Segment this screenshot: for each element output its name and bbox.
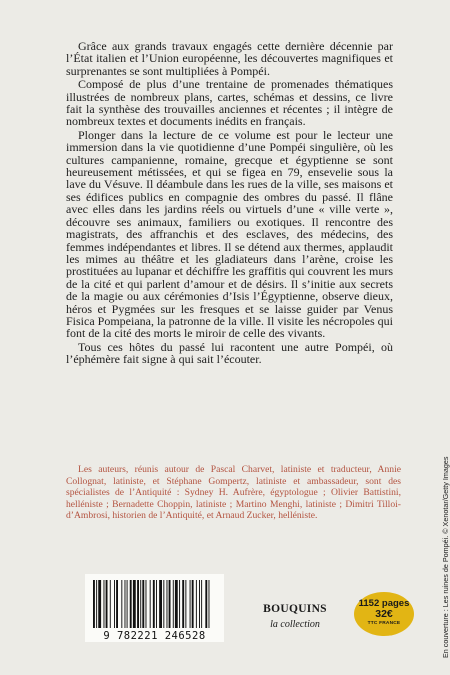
- blurb-paragraph-2: Composé de plus d’une trentaine de promenades thématiques illustrées de nombreux plans, cartes, schémas et dessins, ce livre fait la synthèse des trouvailles anciennes et récentes ; il intègre de nombreux textes et documents inédits en français.: [66, 77, 393, 129]
- authors-note-text: Les auteurs, réunis autour de Pascal Charvet, latiniste et traducteur, Annie Collognat, latiniste, et Stéphane Gompertz, latiniste et ambassadeur, sont des spécialistes de l’Antiquité : Sydney H. Aufrère, égyptologue ; Olivier Battistini, helléniste ; Bernadette Choppin, latiniste ; Martino Menghi, latiniste ; Dimitri Tilloi-d’Ambrosi, historien de l’Antiquité, et Arnaud Zucker, helléniste.: [66, 464, 401, 522]
- blurb-paragraph-1: Grâce aux grands travaux engagés cette dernière décennie par l’État italien et l’Union européenne, les découvertes magnifiques et surprenantes se sont multipliées à Pompéi.: [66, 39, 393, 78]
- price-badge: [354, 592, 414, 636]
- barcode-number: 9 782221 246528: [103, 630, 206, 642]
- authors-note: [66, 464, 401, 522]
- price-note: TTC FRANCE: [367, 621, 401, 626]
- blurb-paragraph-3: Plonger dans la lecture de ce volume est pour le lecteur une immersion dans la vie quotidienne d’une Pompéi singulière, où les cultures campanienne, romaine, grecque et égyptienne se sont heureusement métissées, et qui se figea en 79, ensevelie sous la lave du Vésuve. Il déambule dans les rues de la ville, ses maisons et ses édifices publics en compagnie des ombres du passé. Il flâne avec elles dans les jardins réels ou virtuels d’une « ville verte », découvre ses animaux, familiers ou exotiques. Il rencontre des magistrats, des affranchis et des esclaves, des médecins, des femmes indépendantes et libres. Il se détend aux thermes, applaudit les mimes au théâtre et les gladiateurs dans l’arène, croise les prostituées au lupanar et déchiffre les graffitis qui couvrent les murs de la cité et qui parlent d’amour et de désirs. Il s’initie aux secrets de la magie ou aux cérémonies d’Isis l’Égyptienne, observe dieux, héros et Pygmées sur les fresques et se laisse guider par Venus Fisica Pompeiana, la patronne de la ville. Il visite les nécropoles qui font de la cité des morts le miroir de celle des vivants.: [66, 127, 393, 341]
- barcode-bars: [91, 580, 218, 630]
- publisher-collection: la collection: [270, 619, 320, 630]
- page-count: 1152 pages: [358, 598, 410, 609]
- price: 32€: [375, 608, 393, 620]
- cover-credit: En couverture : Les ruines de Pompéi. © Xenotar/Getty Images: [441, 456, 450, 658]
- blurb: [66, 40, 393, 366]
- publisher-name: BOUQUINS: [263, 603, 327, 615]
- publisher-logo: [245, 603, 345, 630]
- barcode: [85, 574, 224, 642]
- blurb-paragraph-4: Tous ces hôtes du passé lui racontent une autre Pompéi, où l’éphémère fait signe à qui sait l’écouter.: [66, 339, 393, 367]
